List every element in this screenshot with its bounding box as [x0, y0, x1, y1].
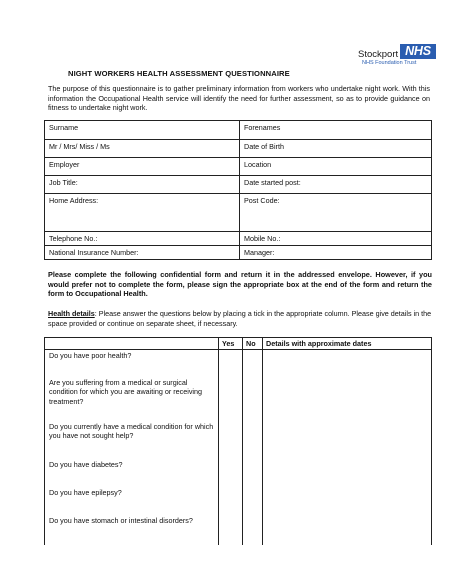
- yes-cell[interactable]: [219, 487, 243, 515]
- forenames-field[interactable]: Forenames: [240, 121, 432, 140]
- question-text: Are you suffering from a medical or surgical condition for which you are awaiting or receiving treatment?: [49, 377, 203, 406]
- instructions-notice: Please complete the following confidential form and return it in the addressed envelope. However, if you would prefer not to complete the form, please sign the appropriate box at the end of the form and return the form to Occupational Health.: [48, 270, 432, 298]
- no-cell[interactable]: [243, 515, 263, 545]
- question-row: [45, 515, 219, 545]
- details-column-header: Details with approximate dates: [263, 338, 432, 350]
- location-field[interactable]: Location: [240, 158, 432, 176]
- job-title-field[interactable]: Job Title:: [45, 176, 240, 194]
- yes-cell[interactable]: [219, 515, 243, 545]
- question-text: Do you have stomach or intestinal disorders?: [49, 515, 193, 525]
- home-address-field[interactable]: Home Address:: [45, 194, 240, 232]
- yes-column-header: Yes: [219, 338, 243, 350]
- trust-name: NHS Foundation Trust: [362, 60, 417, 66]
- question-row: [45, 350, 219, 377]
- mobile-field[interactable]: Mobile No.:: [240, 232, 432, 246]
- telephone-field[interactable]: Telephone No.:: [45, 232, 240, 246]
- details-cell[interactable]: [263, 377, 432, 421]
- no-cell[interactable]: [243, 421, 263, 459]
- details-cell[interactable]: [263, 350, 432, 377]
- question-row: [45, 459, 219, 487]
- question-row: [45, 487, 219, 515]
- personal-details-table: [44, 120, 432, 260]
- no-cell[interactable]: [243, 377, 263, 421]
- health-details-intro: [48, 309, 432, 328]
- org-name: Stockport: [358, 49, 399, 60]
- post-code-field[interactable]: Post Code:: [240, 194, 432, 232]
- surname-field[interactable]: Surname: [45, 121, 240, 140]
- yes-cell[interactable]: [219, 459, 243, 487]
- yes-cell[interactable]: [219, 377, 243, 421]
- no-column-header: No: [243, 338, 263, 350]
- manager-field[interactable]: Manager:: [240, 246, 432, 260]
- details-cell[interactable]: [263, 459, 432, 487]
- question-text: Do you currently have a medical condition for which you have not sought help?: [49, 421, 214, 440]
- details-cell[interactable]: [263, 515, 432, 545]
- health-questions-table: [44, 337, 432, 545]
- yes-cell[interactable]: [219, 350, 243, 377]
- question-column-header: [45, 338, 219, 350]
- no-cell[interactable]: [243, 487, 263, 515]
- employer-field[interactable]: Employer: [45, 158, 240, 176]
- question-text: Do you have diabetes?: [49, 459, 123, 469]
- question-row: [45, 421, 219, 459]
- intro-paragraph: The purpose of this questionnaire is to gather preliminary information from workers who undertake night work. With this information the Occupational Health service will identify the need for further assessment, so as to provide guidance on fitness to undertake night work.: [48, 84, 430, 112]
- health-details-heading: Health details: [48, 309, 95, 318]
- date-started-field[interactable]: Date started post:: [240, 176, 432, 194]
- no-cell[interactable]: [243, 350, 263, 377]
- nhs-logo: [354, 44, 438, 68]
- details-cell[interactable]: [263, 487, 432, 515]
- no-cell[interactable]: [243, 459, 263, 487]
- ni-number-field[interactable]: National Insurance Number:: [45, 246, 240, 260]
- title-field[interactable]: Mr / Mrs/ Miss / Ms: [45, 140, 240, 158]
- details-cell[interactable]: [263, 421, 432, 459]
- yes-cell[interactable]: [219, 421, 243, 459]
- health-details-text: : Please answer the questions below by placing a tick in the appropriate column. Please give details in the space provided or continue on separate sheet, if necessary.: [48, 309, 432, 328]
- question-text: Do you have epilepsy?: [49, 487, 122, 497]
- dob-field[interactable]: Date of Birth: [240, 140, 432, 158]
- question-row: [45, 377, 219, 421]
- page-title: NIGHT WORKERS HEALTH ASSESSMENT QUESTIONNAIRE: [68, 69, 290, 78]
- question-text: Do you have poor health?: [49, 351, 132, 360]
- nhs-badge: NHS: [400, 44, 436, 59]
